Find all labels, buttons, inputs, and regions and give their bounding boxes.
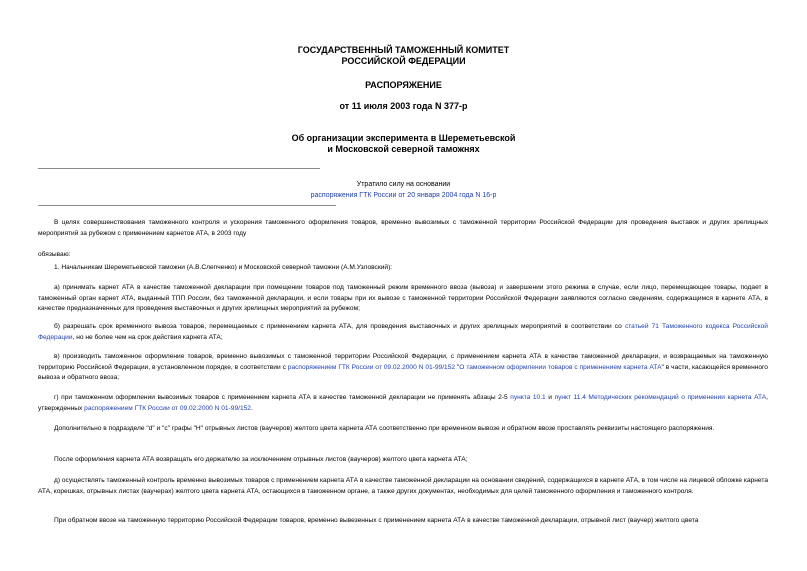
divider-top <box>38 168 320 169</box>
paragraph-item-d: д) осуществлять таможенный контроль временно вывозимых товаров с применением карнета АТА в качестве таможенной декларации на основании сведений, содержащихся в карнете АТА, в том числе на лицевой обложке карнета АТА, корешках, отрывных листах (ваучерах) желтого цвета карнета АТА, остающихся в таможенном органе, а также других документах, необходимых для целей таможенного оформления и таможенного контроля. <box>38 477 768 495</box>
paragraph-item-1: 1. Начальникам Шереметьевской таможни (А.В.Слепченко) и Московской северной таможни (А.М.Узловский): <box>54 264 393 271</box>
paragraph-return-import: При обратном ввозе на таможенную территорию Российской Федерации товаров, временно вывезенных с применением карнета АТА в качестве таможенной декларации, отрывной лист (ваучер) желтого цвета <box>54 517 699 524</box>
item-g-text-start: г) при таможенном оформлении вывозимых товаров с применением карнета АТА в качестве таможенной декларации не применять абзацы 2-5 <box>54 394 511 401</box>
org-name-line2: РОССИЙСКОЙ ФЕДЕРАЦИИ <box>341 56 466 66</box>
lost-force-basis-link[interactable]: распоряжения ГТК России от 20 января 2004 года N 16-р <box>310 192 497 199</box>
item-b-text-end: , но не более чем на срок действия карнета АТА; <box>72 333 223 341</box>
item-v-text-end: " в части, касающейся временного вывоза и обратного ввоза; <box>38 363 768 381</box>
point-11-4-recommendations-link[interactable]: пункт 11.4 Методических рекомендаций о применении карнета АТА <box>554 394 767 401</box>
paragraph-item-g <box>38 393 768 414</box>
order-01-99-152-link-2[interactable]: распоряжением ГТК России от 09.02.2000 N 01-99/152 <box>84 404 251 412</box>
item-v-quote-open: " <box>455 363 460 371</box>
item-b-text-start: б) разрешать срок временного вывоза товаров, перемещаемых с применением карнета АТА, для проведения выставочных и других зрелищных мероприятий в соответствии со <box>54 323 625 330</box>
item-g-text-end: . <box>250 404 253 412</box>
org-name-line1: ГОСУДАРСТВЕННЫЙ ТАМОЖЕННЫЙ КОМИТЕТ <box>297 45 510 55</box>
paragraph-obligation: обязываю: <box>38 251 71 258</box>
document-title-line1: Об организации эксперимента в Шереметьевской <box>291 133 516 143</box>
lost-force-label: Утратило силу на основании <box>356 181 451 188</box>
paragraph-item-v <box>38 352 768 384</box>
order-01-99-152-link[interactable]: распоряжением ГТК России от 09.02.2000 N 01-99/152 <box>287 363 456 371</box>
item-g-and: и <box>545 394 555 401</box>
paragraph-after-clearance: После оформления карнета АТА возвращать его держателю за исключением отрывных листов (ваучеров) желтого цвета карнета АТА; <box>54 456 468 463</box>
item-v-text-start: в) производить таможенное оформление товаров, временно вывозимых с таможенной территории Российской Федерации, с применением карнета АТА в качестве таможенной декларации, и возвращаемых на таможенную территорию Российской Федерации, в установленном порядке, в соответствии с <box>38 353 768 371</box>
divider-bottom <box>38 205 336 206</box>
document-title-line2: и Московской северной таможнях <box>327 144 480 154</box>
paragraph-item-a: а) принимать карнет АТА в качестве таможенной декларации при помещении товаров под таможенный режим временного ввоза (вывоза) и завершении этого режима в случае, если лицо, перемещающее товары, подает в таможенный орган карнет АТА, выданный ТПП России, без таможенной декларации, и если товары при их вывозе с таможенной территории Российской Федерации заявляются согласно сведениям, содержащимся в карнете АТА, в качестве предназначенных для проведения выставочных и других зрелищных мероприятий за рубежом; <box>38 284 768 312</box>
ata-carnet-clearance-link[interactable]: О таможенном оформлении товаров с применением карнета АТА <box>459 363 662 371</box>
paragraph-item-b <box>38 322 768 343</box>
point-10-1-link[interactable]: пункта 10.1 <box>510 394 546 401</box>
paragraph-preamble: В целях совершенствования таможенного контроля и ускорения таможенного оформления товаров, временно вывозимых с таможенной территории Российской Федерации для проведения выставок и других зрелищных мероприятий за рубежом с применением карнетов АТА, в 2003 году <box>38 219 768 237</box>
item-g-approved-by: , утвержденных <box>38 394 768 412</box>
customs-code-article-71-link[interactable]: статьей 71 Таможенного кодекса Российской Федерации <box>38 323 768 341</box>
paragraph-additional: Дополнительно в подразделе "d" и "c" графы "Н" отрывных листов (ваучеров) желтого цвета карнета АТА соответственно при временном вывозе и обратном ввозе проставлять реквизиты настоящего распоряжения. <box>54 425 715 432</box>
document-date-number: от 11 июля 2003 года N 377-р <box>339 101 468 111</box>
document-type: РАСПОРЯЖЕНИЕ <box>365 80 442 90</box>
